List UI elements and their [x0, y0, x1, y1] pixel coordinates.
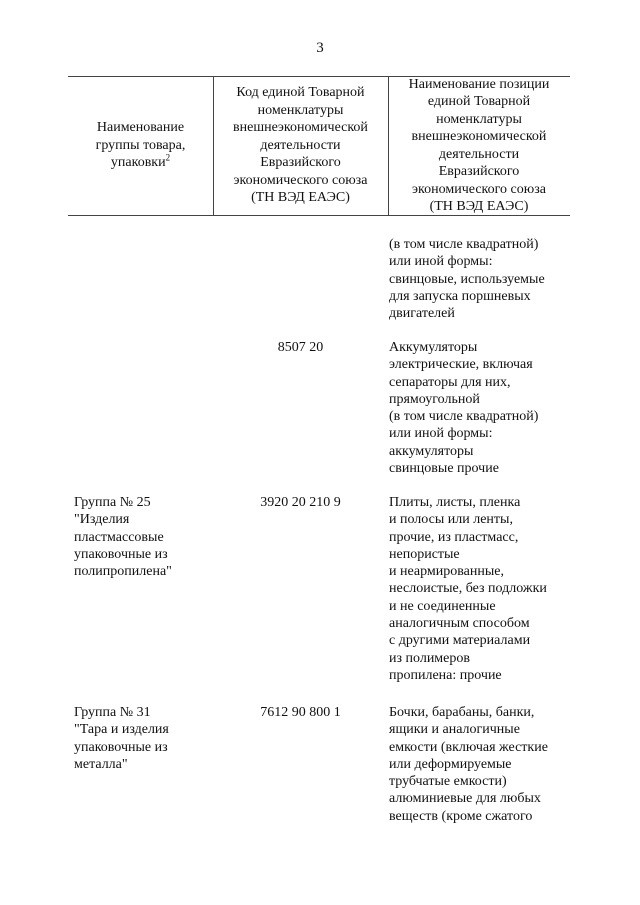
header-group-name	[68, 76, 213, 215]
row-1-description: Аккумуляторы электрические, включая сепараторы для них, прямоугольной (в том числе квадратной) или иной формы: аккумуляторы свинцовые прочие	[389, 340, 539, 477]
row-2-group: Группа № 25 "Изделия пластмассовые упаковочные из полипропилена"	[74, 495, 172, 580]
header-tnved-code	[213, 76, 388, 215]
row-0-description: (в том числе квадратной) или иной формы: свинцовые, используемые для запуска поршневых двигателей	[389, 237, 545, 322]
header-position-name	[388, 76, 570, 215]
row-3-group: Группа № 31 "Тара и изделия упаковочные из металла"	[74, 705, 169, 772]
page-number: 3	[316, 40, 324, 56]
header-group-name-text: Наименование группы товара, упаковки	[95, 120, 186, 171]
footnote-marker: 2	[165, 152, 171, 163]
row-2-description: Плиты, листы, пленка и полосы или ленты, прочие, из пластмасс, непористые и неармированные, неслоистые, без подложки и не соединенные аналогичным способом с другими материалами из полимеров пропилена: прочие	[389, 495, 547, 683]
row-3-description: Бочки, барабаны, банки, ящики и аналогичные емкости (включая жесткие или деформируемые трубчатые емкости) алюминиевые для любых веществ (кроме сжатого	[389, 705, 548, 824]
header-tnved-code-text: Код единой Товарной номенклатуры внешнеэкономической деятельности Евразийского экономического союза (ТН ВЭД ЕАЭС)	[233, 85, 368, 206]
row-3-code: 7612 90 800 1	[260, 705, 341, 720]
row-1-code: 8507 20	[277, 340, 324, 355]
row-2-code: 3920 20 210 9	[260, 495, 341, 510]
header-position-name-text: Наименование позиции единой Товарной номенклатуры внешнеэкономической деятельности Евразийского экономического союза (ТН ВЭД ЕАЭС)	[408, 76, 550, 214]
